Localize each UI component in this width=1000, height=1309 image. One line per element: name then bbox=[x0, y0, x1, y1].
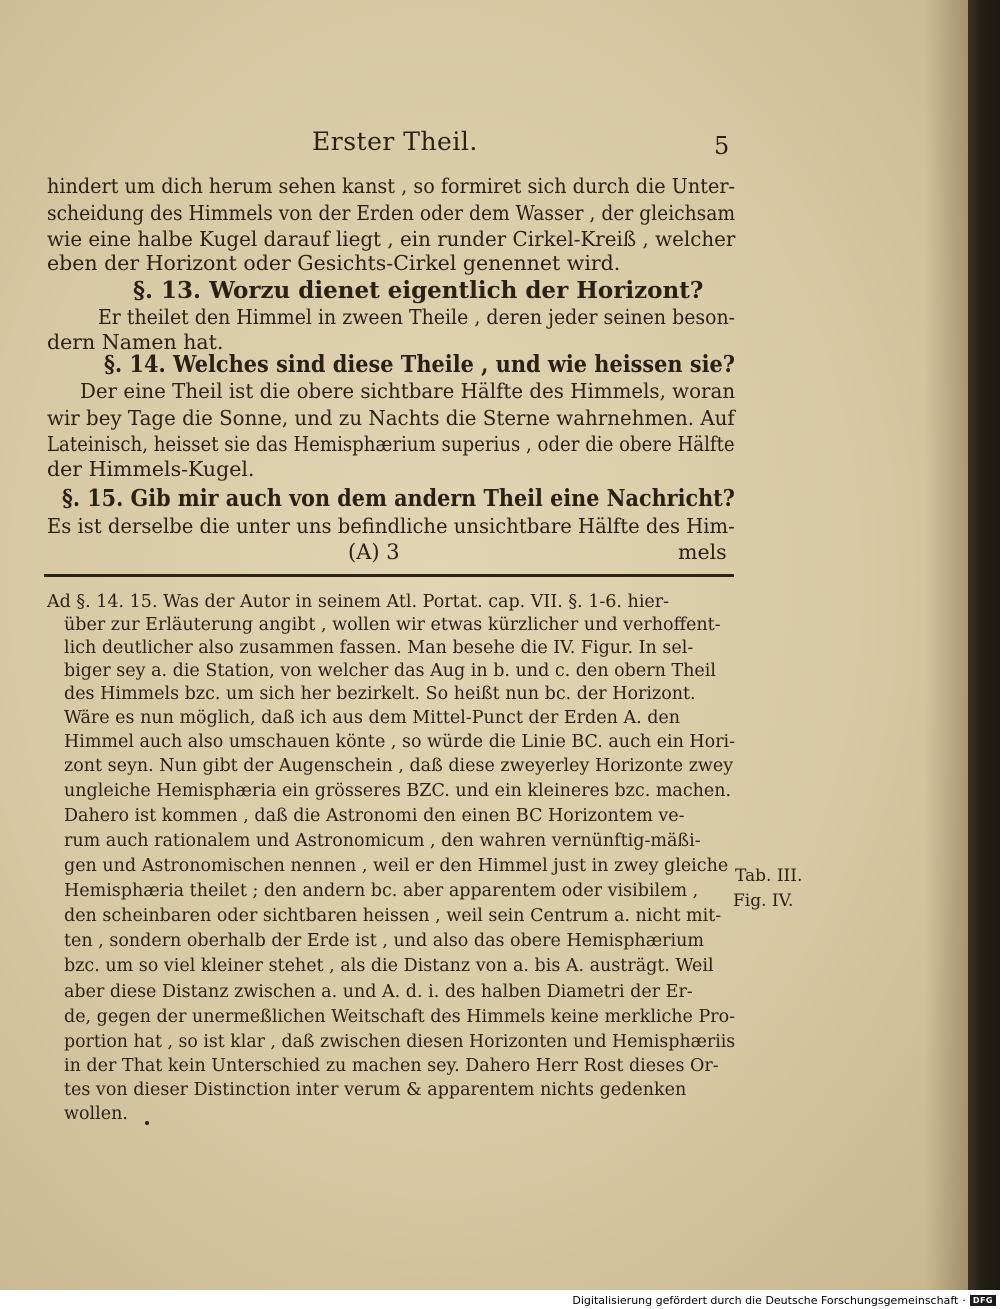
footnote-divider bbox=[44, 574, 734, 577]
separator-dot: · bbox=[962, 1294, 966, 1307]
margin-note-figure: Fig. IV. bbox=[733, 891, 794, 911]
page-number: 5 bbox=[714, 132, 730, 160]
dfg-logo-icon: DFG bbox=[970, 1295, 996, 1306]
question-heading: §. 13. Worzu dienet eigentlich der Horizont? bbox=[133, 277, 704, 304]
main-text-line: Es ist derselbe die unter uns befindliche unsichtbare Hälfte des Him- bbox=[47, 514, 735, 538]
book-gutter bbox=[968, 0, 1000, 1290]
footnote-line: portion hat , so ist klar , daß zwischen diesen Horizonten und Hemisphæriis bbox=[64, 1032, 736, 1052]
page-edge-shadow bbox=[925, 0, 968, 1290]
footnote-line: rum auch rationalem und Astronomicum , den wahren vernünftig-mäßi- bbox=[64, 831, 701, 851]
credit-text: Digitalisierung gefördert durch die Deutsche Forschungsgemeinschaft bbox=[572, 1294, 959, 1307]
main-text-line: scheidung des Himmels von der Erden oder dem Wasser , der gleichsam bbox=[47, 201, 736, 225]
footnote-line: wollen. bbox=[64, 1104, 128, 1124]
main-text-line: der Himmels-Kugel. bbox=[47, 457, 255, 481]
margin-note-table: Tab. III. bbox=[735, 866, 803, 886]
footnote-line: bzc. um so viel kleiner stehet , als die Distanz von a. bis A. austrägt. Weil bbox=[64, 956, 714, 976]
main-text-line: dern Namen hat. bbox=[47, 330, 224, 354]
footnote-line: Himmel auch also umschauen könte , so würde die Linie BC. auch ein Hori- bbox=[64, 732, 736, 752]
question-heading: §. 15. Gib mir auch von dem andern Theil eine Nachricht? bbox=[62, 485, 735, 512]
footnote-line: Hemisphæria theilet ; den andern bc. aber apparentem oder visibilem , bbox=[64, 881, 699, 901]
footnote-line: Ad §. 14. 15. Was der Autor in seinem Atl. Portat. cap. VII. §. 1-6. hier- bbox=[47, 592, 670, 612]
footnote-line: biger sey a. die Station, von welcher das Aug in b. und c. den obern Theil bbox=[64, 661, 716, 681]
footnote-line: den scheinbaren oder sichtbaren heissen , weil sein Centrum a. nicht mit- bbox=[64, 906, 722, 926]
catchword: mels bbox=[678, 540, 727, 564]
footnote-line: ungleiche Hemisphæria ein grösseres BZC. und ein kleineres bzc. machen. bbox=[64, 781, 732, 801]
main-text-line: wie eine halbe Kugel darauf liegt , ein runder Cirkel-Kreiß , welcher bbox=[47, 227, 736, 251]
footnote-line: lich deutlicher also zusammen fassen. Man besehe die IV. Figur. In sel- bbox=[64, 638, 694, 658]
signature-mark: (A) 3 bbox=[348, 540, 400, 564]
footnote-line: gen und Astronomischen nennen , weil er den Himmel just in zwey gleiche bbox=[64, 856, 729, 876]
main-text-line: Lateinisch, heisset sie das Hemisphærium superius , oder die obere Hälfte bbox=[47, 432, 735, 456]
footnote-line: aber diese Distanz zwischen a. und A. d. i. des halben Diametri der Er- bbox=[64, 982, 693, 1002]
footnote-line: Wäre es nun möglich, daß ich aus dem Mittel-Punct der Erden A. den bbox=[64, 708, 681, 728]
footnote-line: ten , sondern oberhalb der Erde ist , und also das obere Hemisphærium bbox=[64, 931, 704, 951]
main-text-line: Er theilet den Himmel in zween Theile , deren jeder seinen beson- bbox=[98, 305, 736, 329]
footnote-line: in der That kein Unterschied zu machen sey. Dahero Herr Rost dieses Or- bbox=[64, 1056, 719, 1076]
footnote-line: zont seyn. Nun gibt der Augenschein , daß diese zweyerley Horizonte zwey bbox=[64, 756, 734, 776]
main-text-line: eben der Horizont oder Gesichts-Cirkel genennet wird. bbox=[47, 251, 621, 275]
main-text-line: hindert um dich herum sehen kanst , so formiret sich durch die Unter- bbox=[47, 174, 736, 198]
digitization-credit bbox=[572, 1294, 996, 1307]
question-heading: §. 14. Welches sind diese Theile , und wie heissen sie? bbox=[104, 351, 736, 378]
footnote-line: de, gegen der unermeßlichen Weitschaft des Himmels keine merkliche Pro- bbox=[64, 1007, 736, 1027]
main-text-line: Der eine Theil ist die obere sichtbare Hälfte des Himmels, woran bbox=[80, 379, 736, 403]
footnote-line: über zur Erläuterung angibt , wollen wir etwas kürzlicher und verhoffent- bbox=[64, 615, 721, 635]
footnote-line: Dahero ist kommen , daß die Astronomi den einen BC Horizontem ve- bbox=[64, 806, 685, 826]
footnote-line: tes von dieser Distinction inter verum & apparentem nichts gedenken bbox=[64, 1080, 687, 1100]
ink-dot bbox=[145, 1121, 149, 1125]
running-header-title: Erster Theil. bbox=[312, 127, 478, 156]
main-text-line: wir bey Tage die Sonne, und zu Nachts die Sterne wahrnehmen. Auf bbox=[47, 406, 735, 430]
footnote-line: des Himmels bzc. um sich her bezirkelt. So heißt nun bc. der Horizont. bbox=[64, 684, 696, 704]
